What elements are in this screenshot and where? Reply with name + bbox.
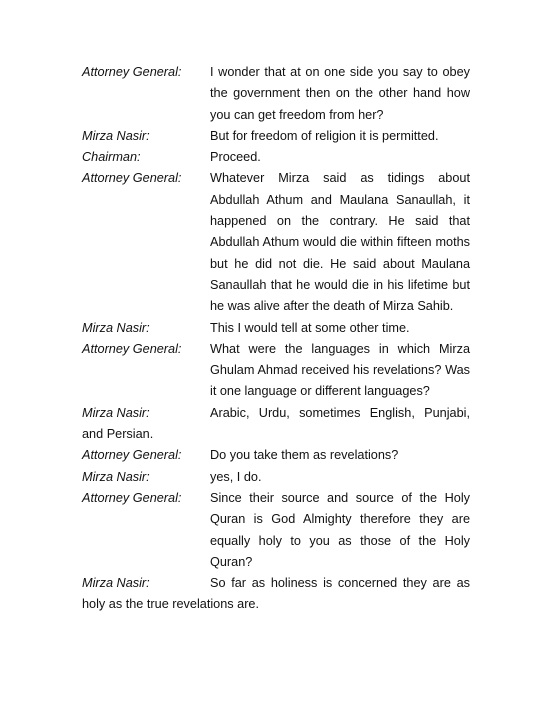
speech-text: Since their source and source of the Holy Quran is God Almighty therefore they are equally holy to you as those of the Holy Quran? [210,490,470,569]
speech-text: Do you take them as revelations? [210,448,399,463]
speaker-name: Attorney General: [82,490,182,505]
speech-text: So far as holiness is concerned they are as [210,576,470,591]
speaker-name: Mirza Nasir: [82,128,150,143]
speech-text: Arabic, Urdu, sometimes English, Punjabi, [210,405,470,420]
speech-text: What were the languages in which Mirza Ghulam Ahmad received his revelations? Was it one language or different languages? [210,341,470,399]
speech-text: I wonder that at on one side you say to obey the government then on the other hand how you can get freedom from her? [210,65,470,122]
speech-text: Whatever Mirza said as tidings about Abdullah Athum and Maulana Sanaullah, it happened on the contrary. He said that Abdullah Athum would die within fifteen moths but he did not die. He said about Maulana Sanaullah that he would die in his lifetime but he was alive after the death of Mirza Sahib. [210,171,470,314]
transcript-entry [82,445,470,466]
transcript-entry [82,168,470,317]
transcript-entry [82,126,470,147]
transcript-entry [82,488,470,573]
transcript-entry [82,467,470,488]
transcript-entry [82,318,470,339]
speaker-name: Attorney General: [82,341,182,356]
speaker-name: Mirza Nasir: [82,469,150,484]
speaker-name: Attorney General: [82,448,182,463]
speaker-name: Mirza Nasir: [82,576,150,591]
speaker-name: Mirza Nasir: [82,405,150,420]
speaker-name: Chairman: [82,150,141,165]
speech-text: Proceed. [210,150,261,165]
transcript-entry [82,403,470,446]
transcript-entry [82,62,470,126]
speech-text: yes, I do. [210,469,262,484]
speech-continuation: and Persian. [82,427,154,442]
transcript-entry [82,339,470,403]
transcript-entry [82,147,470,168]
speaker-name: Mirza Nasir: [82,320,150,335]
speaker-name: Attorney General: [82,65,182,79]
speech-text: This I would tell at some other time. [210,320,410,335]
transcript-entry [82,573,470,616]
speech-text: But for freedom of religion it is permitted. [210,128,439,143]
transcript [82,62,470,616]
speaker-name: Attorney General: [82,171,182,186]
speech-continuation: holy as the true revelations are. [82,597,260,612]
